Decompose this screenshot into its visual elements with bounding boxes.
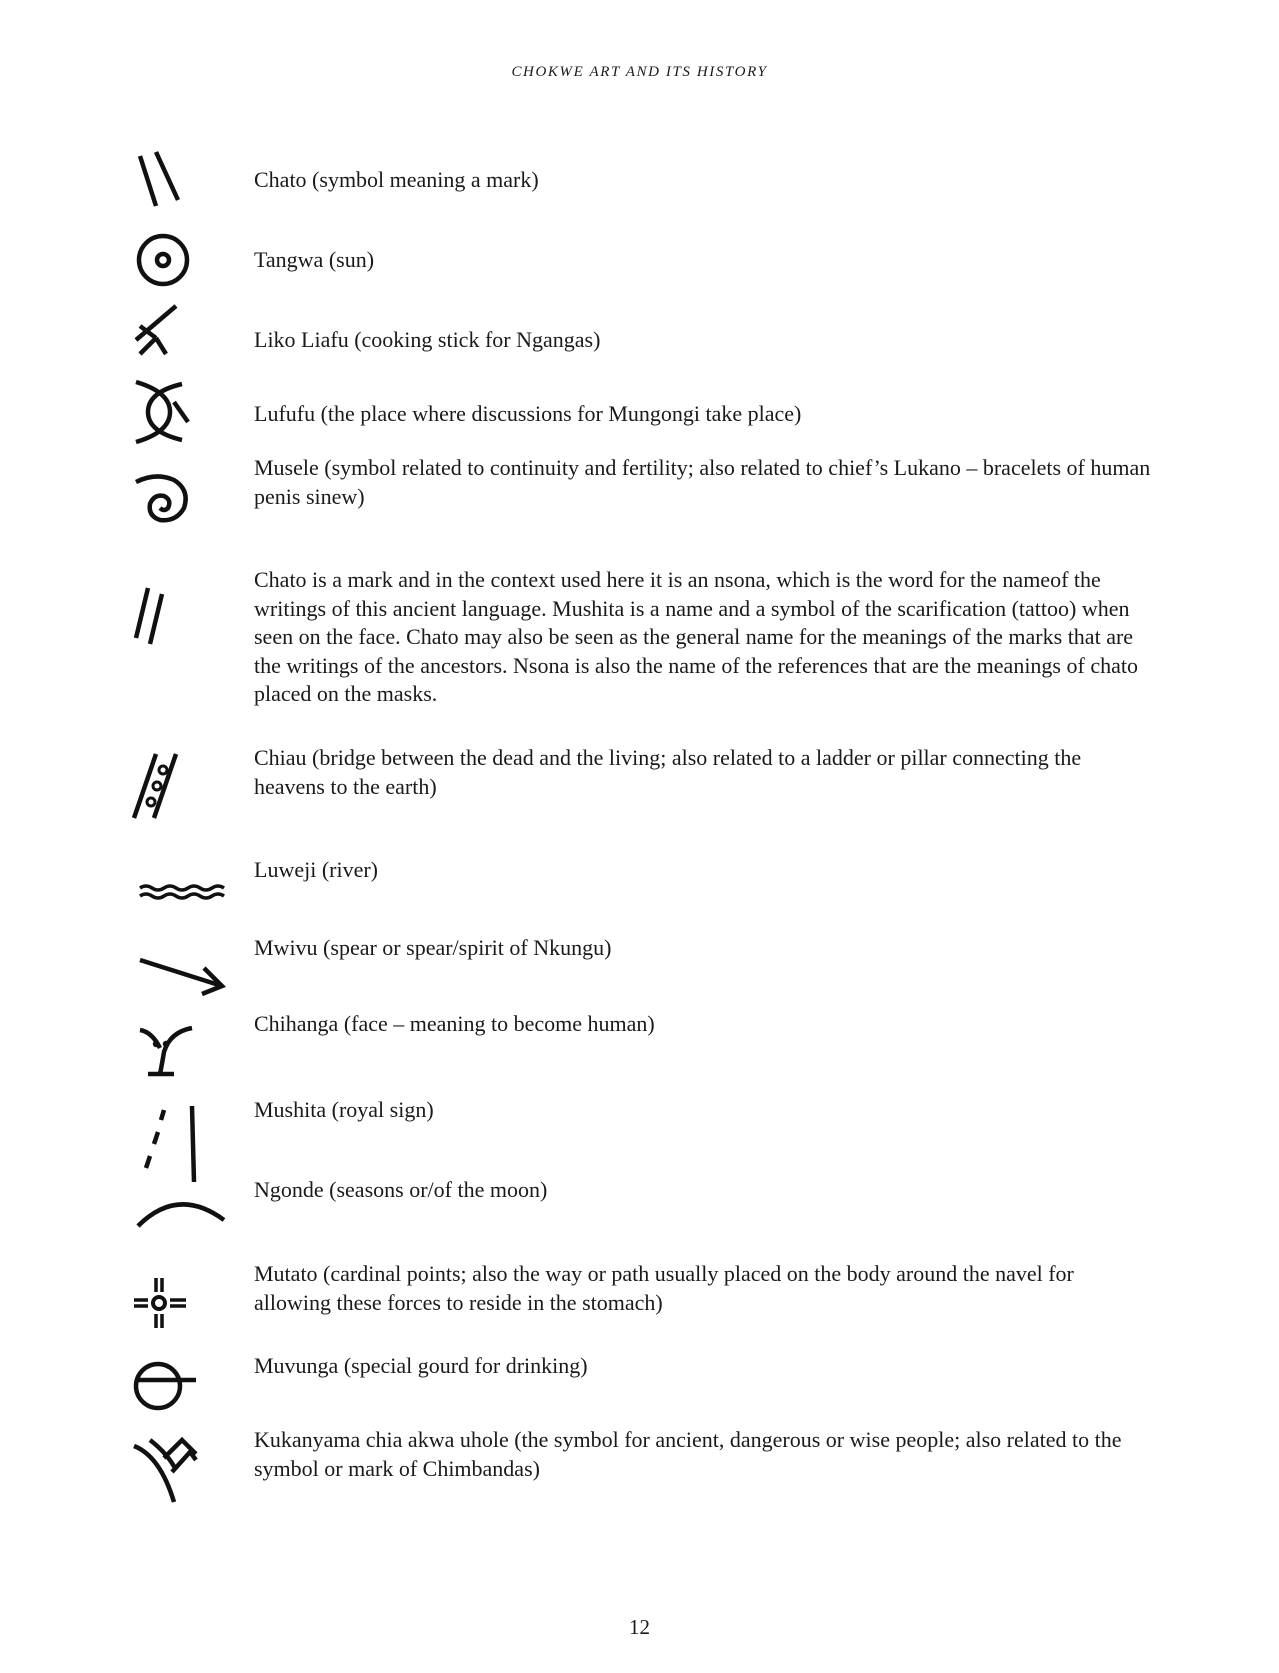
entry-text: Ngonde (seasons or/of the moon) <box>254 1177 548 1202</box>
entry-text: Tangwa (sun) <box>254 247 375 272</box>
entry-text: Mushita (royal sign) <box>254 1097 434 1122</box>
entry-text: Luweji (river) <box>254 857 378 882</box>
ancient-people-icon <box>130 1420 226 1516</box>
entry-text: Musele (symbol related to continuity and fertility; also related to chief’s Lukano – bracelets of human penis sinew) <box>254 455 1151 509</box>
entry-text: Chato (symbol meaning a mark) <box>254 167 539 192</box>
page-number: 12 <box>629 1615 650 1639</box>
entry-text: Chihanga (face – meaning to become human) <box>254 1011 655 1036</box>
entry-text: Liko Liafu (cooking stick for Ngangas) <box>254 327 601 352</box>
entry-text: Mutato (cardinal points; also the way or path usually placed on the body around the navel for allowing these forces to reside in the stomach) <box>254 1261 1074 1315</box>
entry-text: Muvunga (special gourd for drinking) <box>254 1353 588 1378</box>
entry-text: Chiau (bridge between the dead and the living; also related to a ladder or pillar connecting the heavens to the earth) <box>254 745 1082 799</box>
double-slash-icon <box>130 572 226 668</box>
running-head: CHOKWE ART AND ITS HISTORY <box>511 64 768 80</box>
entry-text: Lufufu (the place where discussions for Mungongi take place) <box>254 401 802 426</box>
spiral-icon <box>130 446 226 542</box>
entry-text: Mwivu (spear or spear/spirit of Nkungu) <box>254 935 612 960</box>
moon-icon <box>130 1160 226 1256</box>
bridge-icon <box>130 742 226 838</box>
face-icon <box>130 1004 226 1100</box>
entry-text: Chato is a mark and in the context used here it is an nsona, which is the word for the nameof the writings of this ancient language. Mushita is a name and a symbol of the scarification (tattoo) when seen on the face. Chato may also be seen as the general name for the meanings of the marks that are the writings of the ancestors. Nsona is also the name of the references that are the meanings of chato placed on the masks. <box>254 567 1138 706</box>
entry-text: Kukanyama chia akwa uhole (the symbol for ancient, dangerous or wise people; also related to the symbol or mark of Chimbandas) <box>254 1427 1122 1481</box>
